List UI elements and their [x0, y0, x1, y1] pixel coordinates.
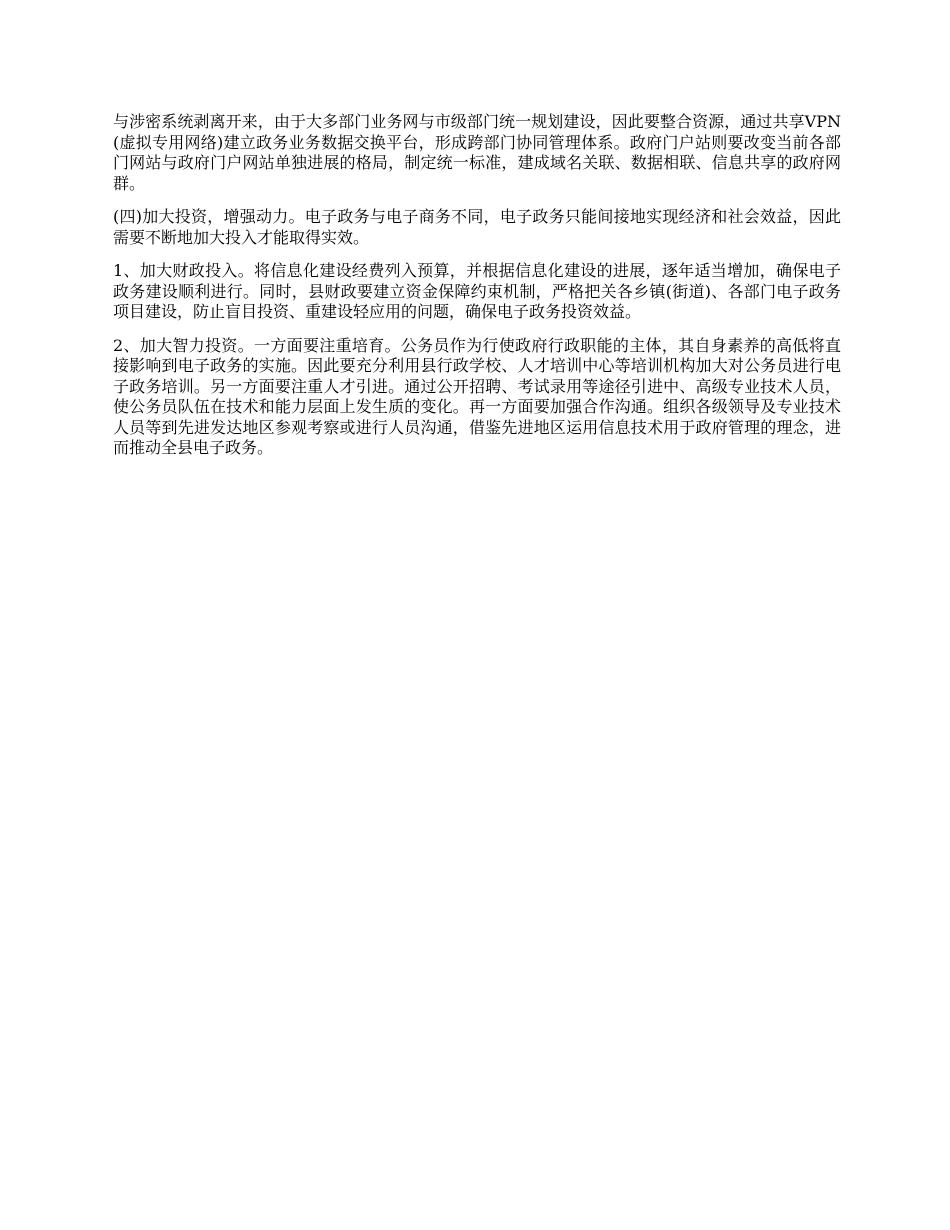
document-body — [113, 112, 841, 472]
paragraph-fiscal-investment: 1、加大财政投入。将信息化建设经费列入预算，并根据信息化建设的进展，逐年适当增加，确保电子政务建设顺利进行。同时，县财政要建立资金保障约束机制，严格把关各乡镇(街道)、各部门电子政务项目建设，防止盲目投资、重建设轻应用的问题，确保电子政务投资效益。 — [113, 261, 841, 321]
paragraph-network-integration: 与涉密系统剥离开来，由于大多部门业务网与市级部门统一规划建设，因此要整合资源，通过共享VPN(虚拟专用网络)建立政务业务数据交换平台，形成跨部门协同管理体系。政府门户站则要改变当前各部门网站与政府门户网站单独进展的格局，制定统一标准，建成域名关联、数据相联、信息共享的政府网群。 — [113, 112, 841, 193]
paragraph-increase-investment: (四)加大投资，增强动力。电子政务与电子商务不同，电子政务只能间接地实现经济和社会效益，因此需要不断地加大投入才能取得实效。 — [113, 207, 841, 247]
paragraph-intellectual-investment: 2、加大智力投资。一方面要注重培育。公务员作为行使政府行政职能的主体，其自身素养的高低将直接影响到电子政务的实施。因此要充分利用县行政学校、人才培训中心等培训机构加大对公务员进行电子政务培训。另一方面要注重人才引进。通过公开招聘、考试录用等途径引进中、高级专业技术人员，使公务员队伍在技术和能力层面上发生质的变化。再一方面要加强合作沟通。组织各级领导及专业技术人员等到先进发达地区参观考察或进行人员沟通，借鉴先进地区运用信息技术用于政府管理的理念，进而推动全县电子政务。 — [113, 335, 841, 457]
